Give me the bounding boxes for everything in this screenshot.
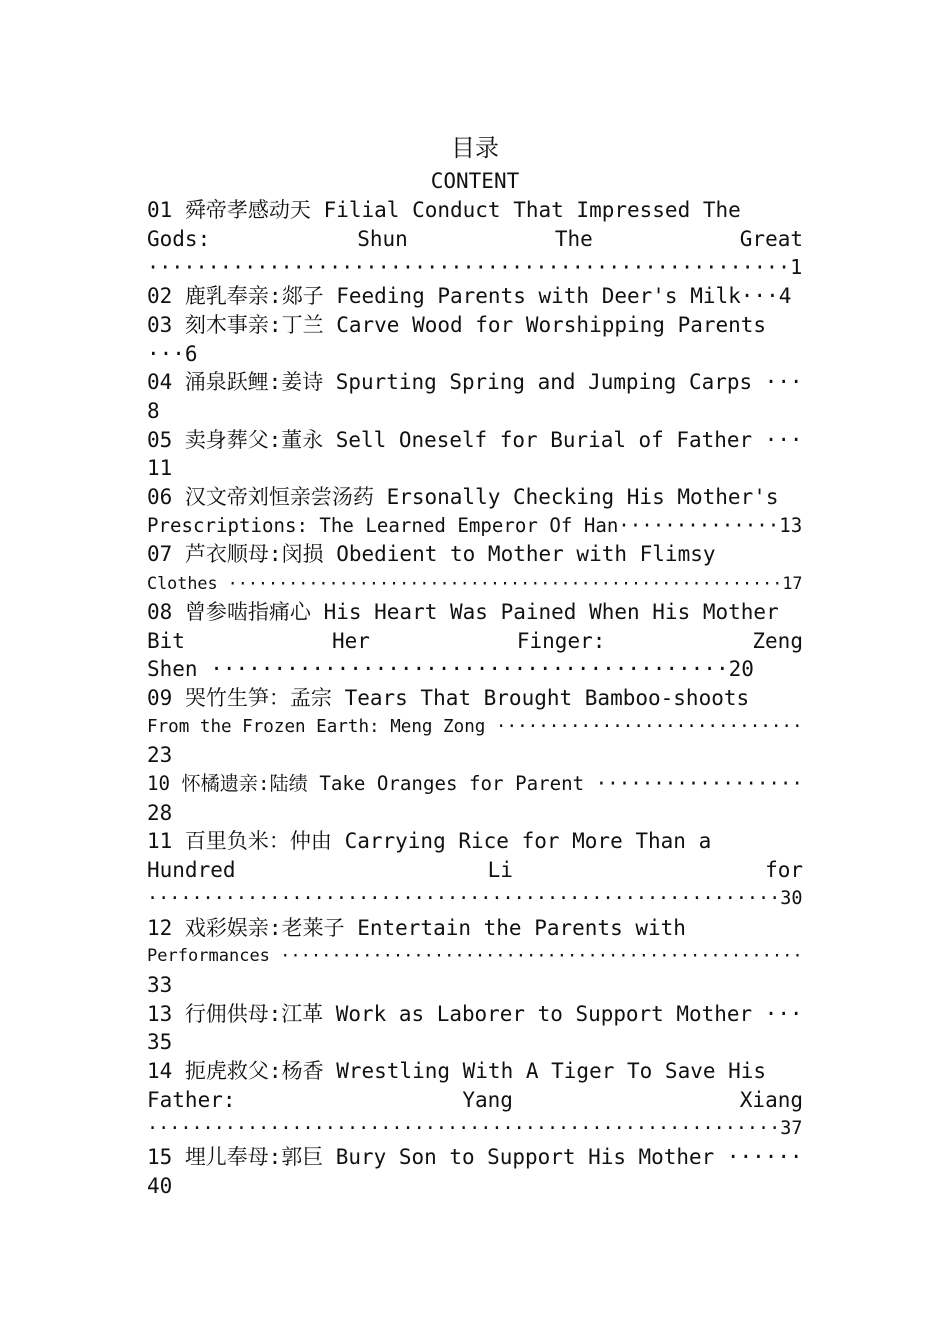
toc-line xyxy=(147,1086,803,1115)
toc-word: Her xyxy=(331,628,370,653)
toc-line: 28 xyxy=(147,800,173,825)
toc-line: ·························································30 xyxy=(147,887,803,909)
toc-line: 09 哭竹生笋：孟宗 Tears That Brought Bamboo-shoots xyxy=(147,685,750,710)
page-subtitle: CONTENT xyxy=(430,169,520,193)
toc-line: 14 扼虎救父:杨香 Wrestling With A Tiger To Save His xyxy=(147,1059,767,1084)
document-page xyxy=(147,128,803,1201)
toc-line: 04 涌泉跃鲤:姜诗 Spurting Spring and Jumping Carps ··· xyxy=(147,370,803,395)
toc-line: Clothes ·······················································17 xyxy=(147,573,803,594)
toc-line xyxy=(147,856,803,885)
toc-word: Finger: xyxy=(516,628,606,653)
toc-line: Performances ··················································· xyxy=(147,946,803,967)
toc-line: ·························································37 xyxy=(147,1117,803,1139)
toc-line: ···6 xyxy=(147,341,198,366)
toc-line: 40 xyxy=(147,1173,173,1198)
toc-line: 10 怀橘遗亲:陆绩 Take Oranges for Parent ·················· xyxy=(147,772,803,796)
toc-word: for xyxy=(765,858,803,883)
toc-line xyxy=(147,627,803,656)
toc-line: 11 xyxy=(147,456,173,481)
toc-line: 02 鹿乳奉亲:郯子 Feeding Parents with Deer's Milk···4 xyxy=(147,284,792,309)
toc-word: Father: xyxy=(147,1087,236,1112)
toc-word: Great xyxy=(739,226,803,251)
toc-word: Yang xyxy=(462,1087,513,1112)
toc-line xyxy=(147,225,803,254)
toc-line: 13 行佣供母:江革 Work as Laborer to Support Mother ··· xyxy=(147,1001,803,1026)
toc-line: 23 xyxy=(147,743,173,768)
toc-line: Prescriptions: The Learned Emperor Of Han··············13 xyxy=(147,513,803,537)
toc-line: 01 舜帝孝感动天 Filial Conduct That Impressed The xyxy=(147,198,741,222)
toc-word: Li xyxy=(487,858,513,883)
toc-line: ·····················································1 xyxy=(147,255,803,280)
toc-line: 35 xyxy=(147,1030,173,1055)
toc-line: 15 埋儿奉母:郭巨 Bury Son to Support His Mother ······ xyxy=(147,1145,803,1170)
toc-line: 12 戏彩娱亲:老莱子 Entertain the Parents with xyxy=(147,915,686,940)
toc-line: 03 刻木事亲:丁兰 Carve Wood for Worshipping Parents xyxy=(147,312,767,337)
toc-line: 05 卖身葬父:董永 Sell Oneself for Burial of Father ··· xyxy=(147,427,803,452)
toc-line: Shen ·········································20 xyxy=(147,657,754,682)
toc-word: Shun xyxy=(357,226,408,251)
toc-line: 07 芦衣顺母:闵损 Obedient to Mother with Flimsy xyxy=(147,542,716,567)
toc-word: Bit xyxy=(147,628,185,653)
toc-line: 8 xyxy=(147,398,160,423)
toc-line: 08 曾参啮指痛心 His Heart Was Pained When His Mother xyxy=(147,599,779,624)
toc-word: Zeng xyxy=(752,628,803,653)
toc-line: 33 xyxy=(147,972,173,997)
toc-word: Xiang xyxy=(739,1087,803,1112)
toc-word: Gods: xyxy=(147,226,211,251)
toc-line: 06 汉文帝刘恒亲尝汤药 Ersonally Checking His Mother's xyxy=(147,485,779,510)
toc-word: Hundred xyxy=(147,858,236,883)
toc-word: The xyxy=(554,226,593,251)
toc-line: 11 百里负米：仲由 Carrying Rice for More Than a xyxy=(147,829,712,854)
table-of-contents xyxy=(147,196,803,1201)
page-title: 目录 xyxy=(451,134,499,162)
toc-line: From the Frozen Earth: Meng Zong ····························· xyxy=(147,716,803,737)
